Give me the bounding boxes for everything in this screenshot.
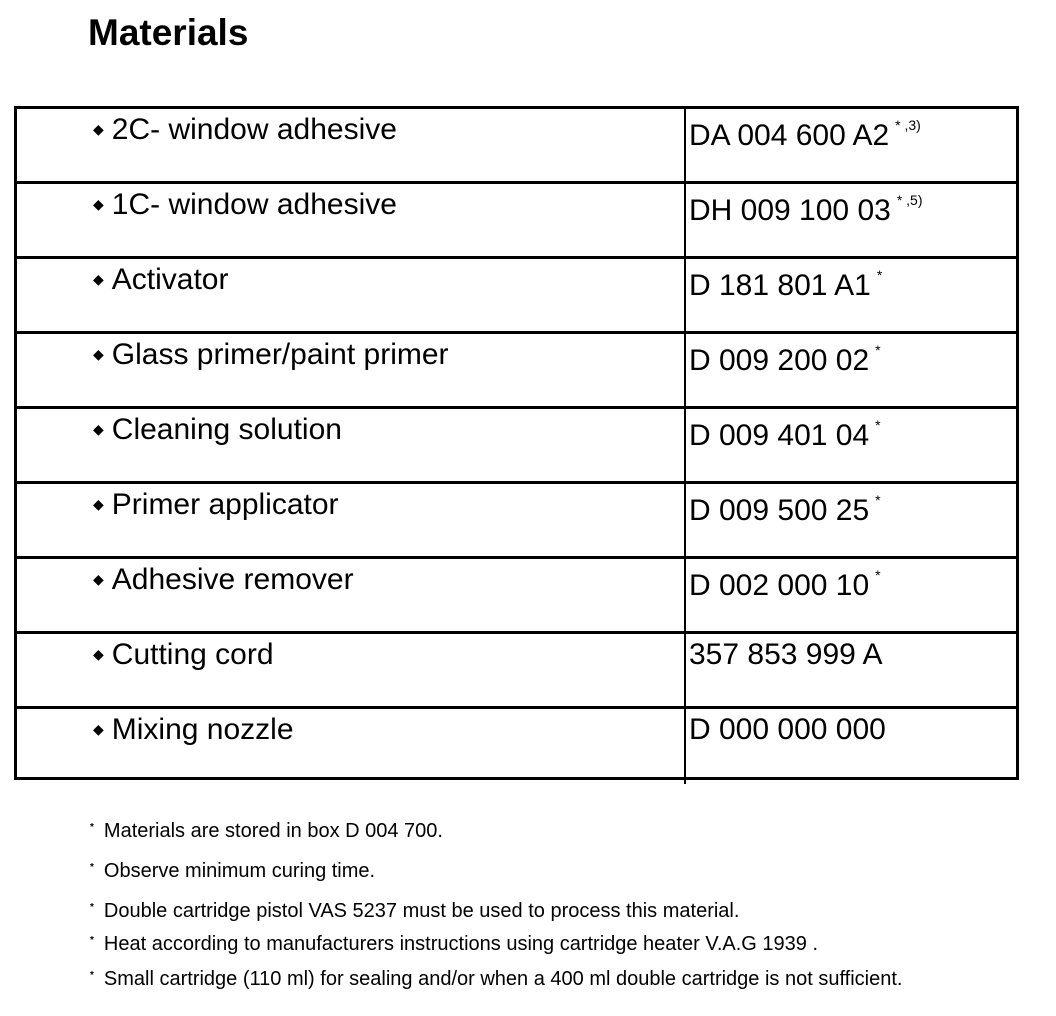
column-divider	[684, 559, 686, 631]
footnote-ref: *	[875, 342, 881, 358]
table-row	[17, 259, 1016, 334]
footnote-ref: * ,5)	[896, 192, 923, 208]
bullet-icon: ◆	[93, 346, 104, 362]
part-number: D 002 000 10 *	[689, 567, 881, 602]
column-divider	[684, 709, 686, 784]
table-row	[17, 709, 1016, 784]
material-name: ◆ 2C- window adhesive	[93, 113, 397, 146]
asterisk-icon: *	[90, 822, 94, 833]
asterisk-icon: *	[90, 862, 94, 873]
bullet-icon: ◆	[93, 646, 104, 662]
table-row	[17, 484, 1016, 559]
column-divider	[684, 484, 686, 556]
column-divider	[684, 334, 686, 406]
footnote: * Double cartridge pistol VAS 5237 must be used to process this material.	[90, 900, 740, 922]
material-name: ◆ Glass primer/paint primer	[93, 338, 449, 371]
part-number: D 009 200 02 *	[689, 342, 881, 377]
material-name: ◆ Activator	[93, 263, 229, 296]
footnote-ref: *	[876, 267, 883, 283]
bullet-icon: ◆	[93, 496, 104, 512]
material-name: ◆ Cleaning solution	[93, 413, 342, 446]
bullet-icon: ◆	[93, 271, 104, 287]
column-divider	[684, 634, 686, 706]
footnote-ref: *	[875, 417, 881, 433]
asterisk-icon: *	[90, 970, 94, 981]
material-name: ◆ Mixing nozzle	[93, 713, 294, 746]
material-name: ◆ Primer applicator	[93, 488, 339, 521]
table-row	[17, 559, 1016, 634]
footnote: * Materials are stored in box D 004 700.	[90, 820, 443, 842]
column-divider	[684, 109, 686, 181]
bullet-icon: ◆	[93, 571, 104, 587]
material-name: ◆ 1C- window adhesive	[93, 188, 397, 221]
part-number: D 000 000 000	[689, 713, 886, 746]
column-divider	[684, 184, 686, 256]
table-row	[17, 634, 1016, 709]
materials-table	[14, 106, 1019, 780]
column-divider	[684, 409, 686, 481]
footnote: * Observe minimum curing time.	[90, 860, 376, 882]
footnote-ref: *	[875, 492, 881, 508]
bullet-icon: ◆	[93, 121, 104, 137]
material-name: ◆ Cutting cord	[93, 638, 274, 671]
asterisk-icon: *	[90, 902, 94, 913]
table-row	[17, 109, 1016, 184]
bullet-icon: ◆	[93, 721, 104, 737]
bullet-icon: ◆	[93, 421, 104, 437]
part-number: D 181 801 A1 *	[689, 267, 883, 302]
table-row	[17, 334, 1016, 409]
footnote-ref: * ,3)	[895, 117, 921, 133]
bullet-icon: ◆	[93, 196, 104, 212]
page-title: Materials	[88, 12, 249, 53]
column-divider	[684, 259, 686, 331]
footnote: * Heat according to manufacturers instructions using cartridge heater V.A.G 1939 .	[90, 933, 818, 955]
table-row	[17, 409, 1016, 484]
part-number: D 009 401 04 *	[689, 417, 881, 452]
part-number: D 009 500 25 *	[689, 492, 881, 527]
table-row	[17, 184, 1016, 259]
footnote: * Small cartridge (110 ml) for sealing and/or when a 400 ml double cartridge is not sufficient.	[90, 968, 903, 990]
part-number: DH 009 100 03 $^{* ,5)}$	[689, 192, 923, 227]
asterisk-icon: *	[90, 935, 94, 946]
material-name: ◆ Adhesive remover	[93, 563, 354, 596]
footnote-ref: *	[875, 567, 881, 583]
part-number: DA 004 600 A2 $^{* ,3)}$	[689, 117, 921, 152]
part-number: 357 853 999 A	[689, 638, 883, 671]
